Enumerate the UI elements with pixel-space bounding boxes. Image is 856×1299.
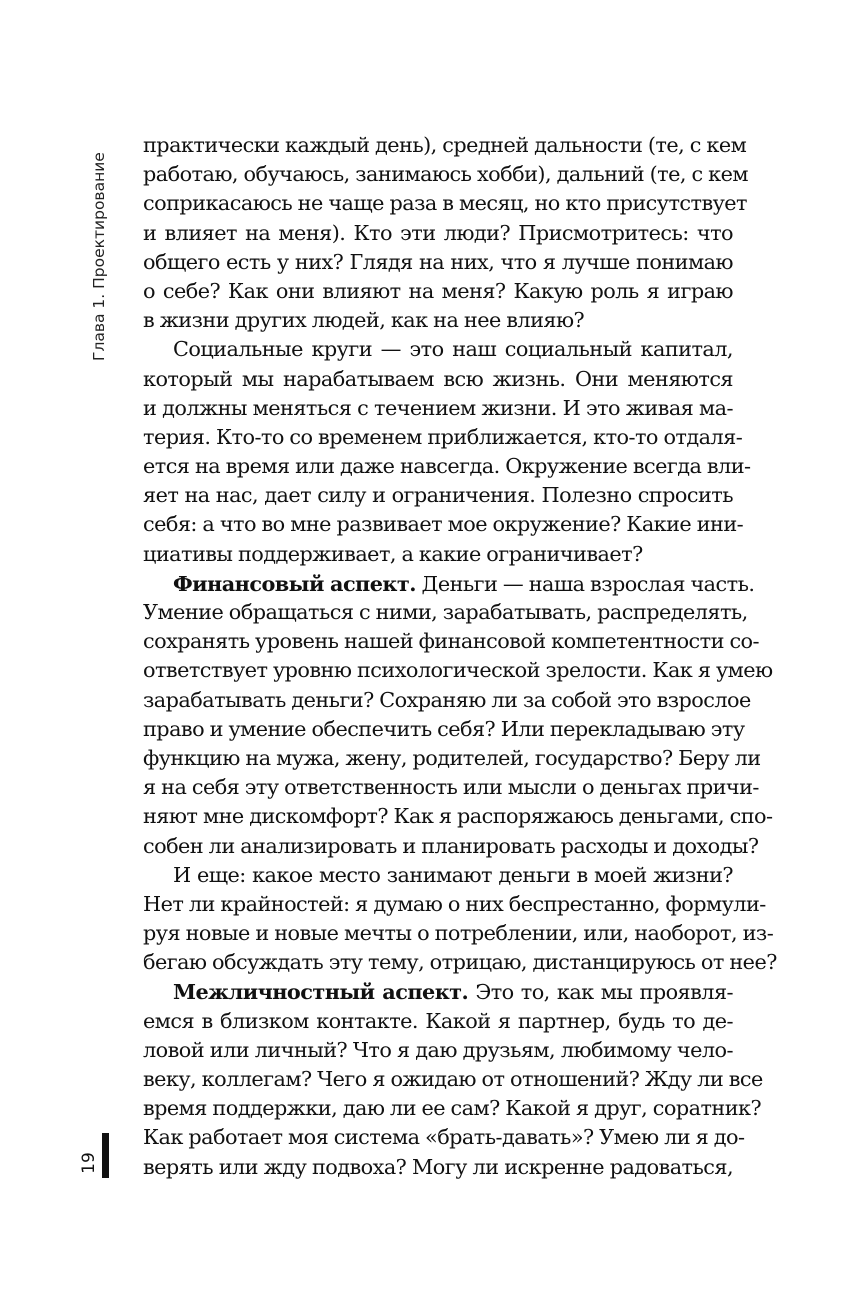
- text-line: руя новые и новые мечты о потреблении, или, наоборот, из-: [143, 921, 774, 946]
- text-line: соприкасаюсь не чаще раза в месяц, но кто присутствует: [143, 191, 748, 216]
- text-line: яет на нас, дает силу и ограничения. Полезно спросить: [143, 483, 733, 508]
- text-line: ловой или личный? Что я даю друзьям, любимому чело-: [143, 1037, 733, 1062]
- text-line: [143, 977, 733, 1006]
- text-line: емся в близком контакте. Какой я партнер, будь то де-: [143, 1008, 733, 1033]
- text-line: верять или жду подвоха? Могу ли искренне радоваться,: [143, 1154, 733, 1179]
- text-line: право и умение обеспечить себя? Или перекладываю эту: [143, 716, 745, 741]
- page-number: 19: [79, 1152, 99, 1174]
- text-line: бегаю обсуждать эту тему, отрицаю, дистанцируюсь от нее?: [143, 950, 777, 975]
- text-line: функцию на мужа, жену, родителей, государство? Беру ли: [143, 745, 761, 770]
- text-line: собен ли анализировать и планировать расходы и доходы?: [143, 833, 759, 858]
- text-line-rest: Деньги — наша взрослая часть.: [415, 571, 755, 596]
- text-line: зарабатывать деньги? Сохраняю ли за собой это взрослое: [143, 687, 751, 712]
- text-line: и влияет на меня). Кто эти люди? Присмотритесь: что: [143, 220, 733, 245]
- text-line: в жизни других людей, как на нее влияю?: [143, 308, 585, 333]
- text-line: терия. Кто-то со временем приближается, кто-то отдаля-: [143, 424, 743, 449]
- text-line: няют мне дискомфорт? Как я распоряжаюсь деньгами, спо-: [143, 804, 773, 829]
- text-line: я на себя эту ответственность или мысли о деньгах причи-: [143, 775, 759, 800]
- paragraph: [143, 131, 748, 335]
- text-line: который мы нарабатываем всю жизнь. Они меняются: [143, 366, 733, 391]
- text-line: [143, 569, 755, 598]
- text-line: веку, коллегам? Чего я ожидаю от отношений? Жду ли все: [143, 1067, 763, 1091]
- paragraph-financial-aspect: [143, 569, 773, 861]
- section-lead: Межличностный аспект.: [173, 979, 469, 1005]
- text-line: о себе? Как они влияют на меня? Какую роль я играю: [143, 278, 733, 303]
- chapter-sidebar-title: Глава 1. Проектирование: [90, 152, 108, 361]
- paragraph-interpersonal-aspect: [143, 977, 763, 1181]
- text-line: общего есть у них? Глядя на них, что я лучше понимаю: [143, 249, 733, 274]
- text-line: Умение обращаться с ними, зарабатывать, распределять,: [143, 600, 748, 624]
- text-line: и должны меняться с течением жизни. И это живая ма-: [143, 395, 733, 420]
- paragraph: [143, 335, 751, 569]
- paragraph: [143, 861, 777, 978]
- page-number-bar: [102, 1133, 109, 1178]
- text-line: время поддержки, даю ли ее сам? Какой я друг, соратник?: [143, 1096, 762, 1121]
- text-line-rest: Это то, как мы проявля-: [468, 980, 733, 1005]
- text-line: работаю, обучаюсь, занимаюсь хобби), дальний (те, с кем: [143, 162, 748, 187]
- text-line: Как работает моя система «брать-давать»? Умею ли я до-: [143, 1125, 745, 1150]
- text-line: ется на время или даже навсегда. Окружение всегда вли-: [143, 454, 751, 479]
- text-line: ответствует уровню психологической зрелости. Как я умею: [143, 658, 773, 683]
- text-line: сохранять уровень нашей финансовой компетентности со-: [143, 629, 760, 654]
- text-line: практически каждый день), средней дальности (те, с кем: [143, 133, 747, 157]
- text-line: Нет ли крайностей: я думаю о них беспрестанно, формули-: [143, 891, 766, 916]
- text-line: себя: а что во мне развивает мое окружение? Какие ини-: [143, 512, 744, 537]
- text-line: Социальные круги — это наш социальный капитал,: [173, 337, 733, 362]
- section-lead: Финансовый аспект.: [173, 570, 416, 596]
- body-text: [143, 131, 777, 1182]
- text-line: циативы поддерживает, а какие ограничивает?: [143, 541, 643, 566]
- text-line: И еще: какое место занимают деньги в моей жизни?: [173, 862, 733, 887]
